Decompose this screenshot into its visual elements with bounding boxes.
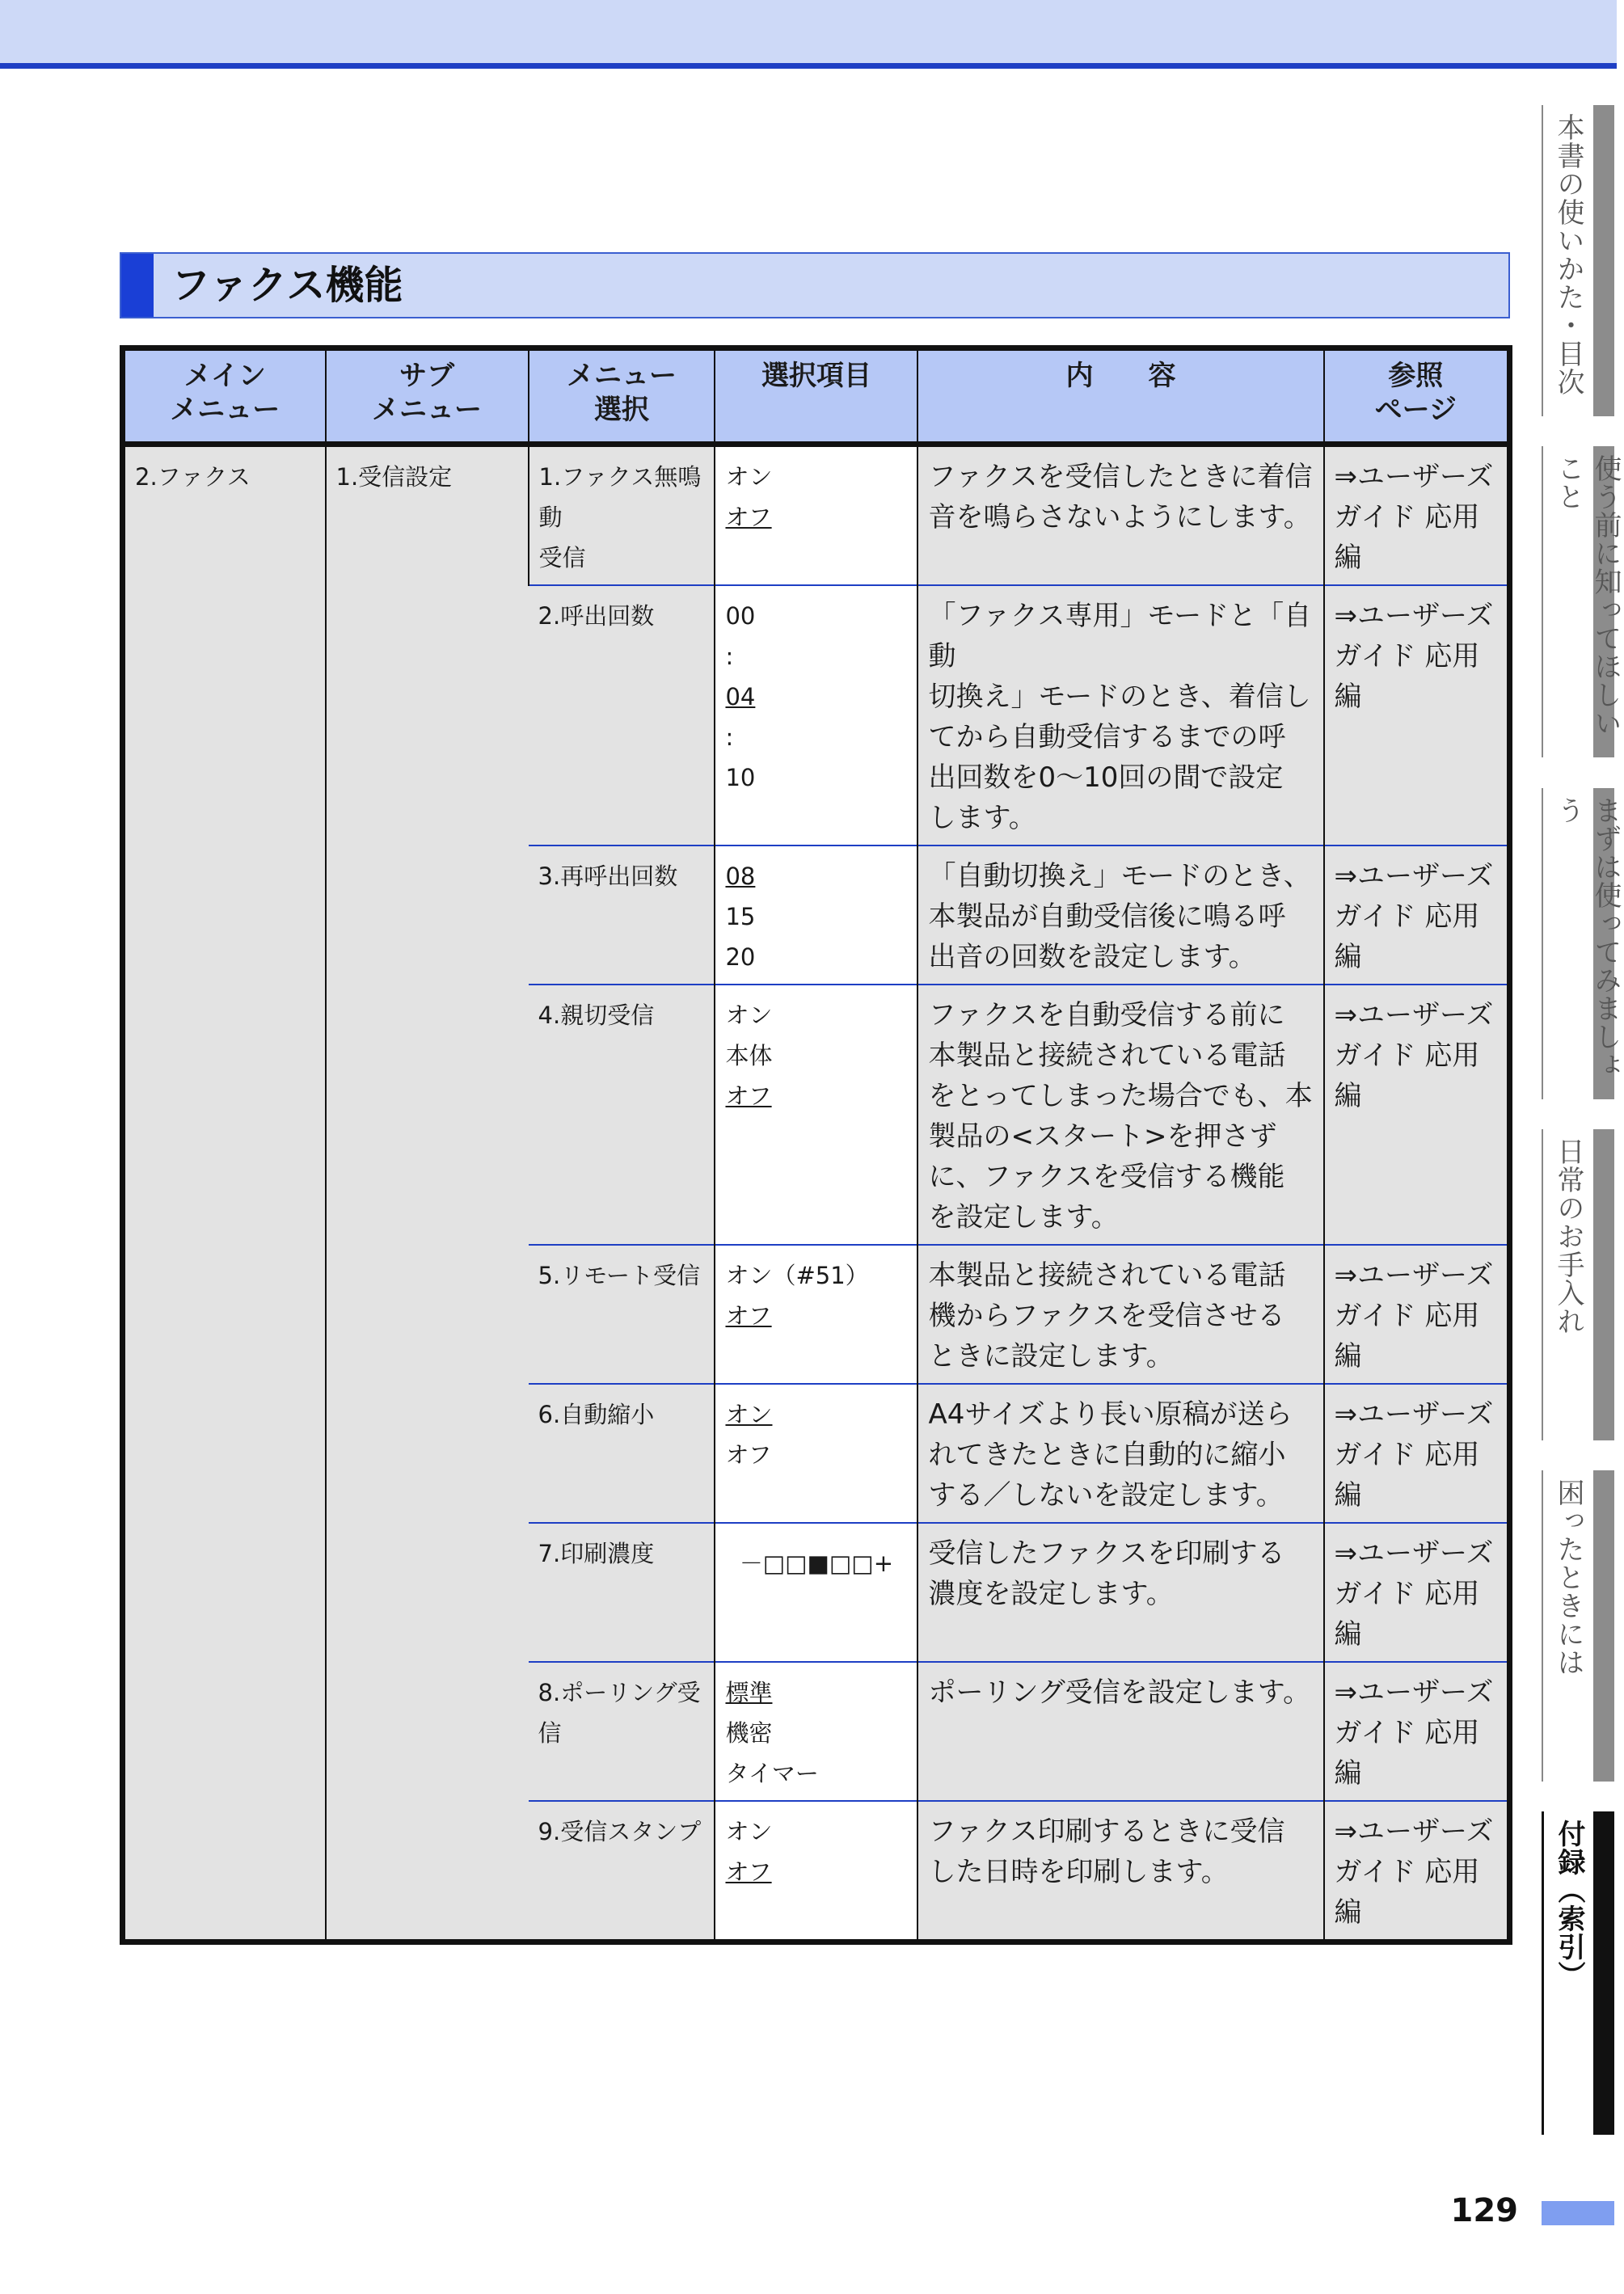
option-item: 00 bbox=[725, 602, 756, 630]
side-tab-label: 日常のお手入れ bbox=[1552, 1137, 1584, 1335]
side-tab[interactable] bbox=[1542, 105, 1614, 416]
sub-menu-cell: 1.受信設定 bbox=[326, 445, 529, 1942]
reference-line: ガイド 応用編 bbox=[1334, 1039, 1480, 1112]
options-cell bbox=[715, 1801, 917, 1942]
fax-menu-table bbox=[120, 345, 1512, 1945]
section-heading bbox=[120, 252, 1510, 318]
content-line: に、ファクスを受信する機能 bbox=[928, 1161, 1285, 1193]
menu-select-line: 9.受信スタンプ bbox=[538, 1818, 702, 1845]
menu-select-cell bbox=[529, 585, 715, 845]
content-line: 機からファクスを受信させる bbox=[928, 1300, 1285, 1332]
option-default: 標準 bbox=[725, 1679, 773, 1706]
reference-line: ガイド 応用編 bbox=[1334, 1856, 1480, 1929]
content-line: 「ファクス専用」モードと「自動 bbox=[928, 600, 1312, 673]
menu-select-line: 8.ポーリング受信 bbox=[538, 1679, 701, 1747]
content-line: します。 bbox=[928, 802, 1036, 834]
side-tab[interactable] bbox=[1542, 446, 1622, 757]
header-main-menu: メイン メニュー bbox=[123, 348, 326, 445]
menu-select-line: 2.呼出回数 bbox=[538, 602, 655, 630]
side-tab-strip bbox=[1593, 1129, 1614, 1440]
reference-line: ⇒ユーザーズ bbox=[1334, 1398, 1494, 1431]
content-line: 「自動切換え」モードのとき、 bbox=[928, 860, 1311, 892]
content-line: した日時を印刷します。 bbox=[928, 1856, 1229, 1888]
density-scale: －□□■□□+ bbox=[739, 1550, 894, 1577]
menu-select-cell bbox=[529, 1245, 715, 1384]
content-line: てから自動受信するまでの呼 bbox=[928, 721, 1286, 753]
reference-line: ガイド 応用編 bbox=[1334, 1717, 1480, 1790]
options-cell bbox=[715, 985, 917, 1245]
option-default: オン bbox=[725, 1401, 773, 1428]
option-default: オフ bbox=[725, 1302, 772, 1330]
content-line: ファクス印刷するときに受信 bbox=[928, 1815, 1285, 1848]
option-default: 04 bbox=[725, 683, 756, 711]
menu-select-line: 5.リモート受信 bbox=[538, 1262, 701, 1289]
side-tab-label: 使う前に知ってほしいこと bbox=[1552, 454, 1622, 737]
header-options: 選択項目 bbox=[715, 348, 917, 445]
content-line: 音を鳴らさないようにします。 bbox=[928, 501, 1311, 533]
content-line: 受信したファクスを印刷する bbox=[928, 1537, 1285, 1570]
options-cell bbox=[715, 1523, 917, 1662]
menu-select-line: 受信 bbox=[538, 544, 586, 571]
content-line: 出音の回数を設定します。 bbox=[928, 941, 1256, 973]
reference-cell bbox=[1324, 585, 1510, 845]
option-item: 機密 bbox=[725, 1719, 773, 1747]
reference-line: ⇒ユーザーズ bbox=[1334, 461, 1494, 493]
content-cell bbox=[917, 845, 1323, 985]
option-item: 10 bbox=[725, 764, 756, 791]
content-line: 出回数を0～10回の間で設定 bbox=[928, 761, 1284, 794]
content-line: ときに設定します。 bbox=[928, 1340, 1174, 1373]
side-tab-strip bbox=[1593, 105, 1614, 416]
content-line: ファクスを受信したときに着信 bbox=[928, 461, 1313, 493]
content-cell bbox=[917, 1523, 1323, 1662]
side-tab[interactable] bbox=[1542, 1129, 1614, 1440]
reference-line: ⇒ユーザーズ bbox=[1334, 1815, 1494, 1848]
menu-select-line: 4.親切受信 bbox=[538, 1002, 655, 1029]
menu-select-cell bbox=[529, 845, 715, 985]
menu-select-line: 6.自動縮小 bbox=[538, 1401, 655, 1428]
option-item: オン（#51） bbox=[725, 1262, 869, 1289]
side-tab[interactable] bbox=[1542, 788, 1622, 1099]
content-cell bbox=[917, 1662, 1323, 1801]
top-header-rule bbox=[0, 63, 1617, 69]
content-line: 本製品と接続されている電話 bbox=[928, 1259, 1286, 1292]
header-menu-select: メニュー 選択 bbox=[529, 348, 715, 445]
content-cell bbox=[917, 585, 1323, 845]
header-content: 内 容 bbox=[917, 348, 1323, 445]
option-item: 本体 bbox=[725, 1042, 773, 1069]
reference-line: ⇒ユーザーズ bbox=[1334, 1259, 1494, 1292]
menu-select-cell bbox=[529, 1384, 715, 1523]
reference-line: ガイド 応用編 bbox=[1334, 501, 1480, 574]
content-line: 本製品と接続されている電話 bbox=[928, 1039, 1286, 1072]
side-tab-label: 本書の使いかた・目次 bbox=[1552, 113, 1584, 396]
menu-select-line: 7.印刷濃度 bbox=[538, 1540, 655, 1567]
reference-line: ⇒ユーザーズ bbox=[1334, 999, 1494, 1031]
page-number: 129 bbox=[1450, 2192, 1518, 2229]
option-item: オン bbox=[725, 1818, 773, 1845]
reference-cell bbox=[1324, 1662, 1510, 1801]
content-cell bbox=[917, 1801, 1323, 1942]
content-cell bbox=[917, 445, 1323, 586]
option-item: 15 bbox=[725, 903, 756, 930]
menu-select-cell bbox=[529, 445, 715, 586]
reference-line: ガイド 応用編 bbox=[1334, 1578, 1480, 1651]
menu-select-cell bbox=[529, 1662, 715, 1801]
content-cell bbox=[917, 985, 1323, 1245]
content-line: 本製品が自動受信後に鳴る呼 bbox=[928, 900, 1286, 933]
option-default: 08 bbox=[725, 862, 756, 890]
side-tab[interactable] bbox=[1542, 1470, 1614, 1782]
heading-accent-bar bbox=[121, 254, 154, 317]
top-header-band bbox=[0, 0, 1617, 63]
reference-cell bbox=[1324, 1245, 1510, 1384]
content-line: れてきたときに自動的に縮小 bbox=[928, 1439, 1286, 1471]
option-item: : bbox=[725, 643, 734, 670]
option-item: オン bbox=[725, 1002, 773, 1029]
reference-line: ⇒ユーザーズ bbox=[1334, 600, 1494, 632]
option-item: タイマー bbox=[725, 1760, 819, 1787]
menu-select-cell bbox=[529, 1523, 715, 1662]
side-tab-label: 付録（索引） bbox=[1553, 1820, 1585, 1989]
options-cell bbox=[715, 585, 917, 845]
reference-line: ⇒ユーザーズ bbox=[1334, 860, 1494, 892]
reference-cell bbox=[1324, 985, 1510, 1245]
reference-line: ガイド 応用編 bbox=[1334, 1300, 1480, 1373]
option-item: 20 bbox=[725, 943, 756, 971]
side-tab[interactable] bbox=[1542, 1811, 1614, 2135]
option-default: オフ bbox=[725, 504, 772, 531]
content-line: A4サイズより長い原稿が送ら bbox=[928, 1398, 1293, 1431]
options-cell bbox=[715, 1245, 917, 1384]
main-menu-cell: 2.ファクス bbox=[123, 445, 326, 1942]
side-tab-strip bbox=[1593, 1470, 1614, 1782]
reference-cell bbox=[1324, 1523, 1510, 1662]
header-sub-menu: サブ メニュー bbox=[326, 348, 529, 445]
menu-select-cell bbox=[529, 1801, 715, 1942]
reference-cell bbox=[1324, 845, 1510, 985]
content-line: を設定します。 bbox=[928, 1201, 1119, 1233]
table-row bbox=[123, 445, 1510, 586]
content-cell bbox=[917, 1384, 1323, 1523]
option-item: オフ bbox=[725, 1441, 772, 1469]
options-cell bbox=[715, 1662, 917, 1801]
option-default: オフ bbox=[725, 1082, 772, 1110]
reference-cell bbox=[1324, 1384, 1510, 1523]
content-line: する／しないを設定します。 bbox=[928, 1479, 1284, 1512]
content-cell bbox=[917, 1245, 1323, 1384]
table-header-row bbox=[123, 348, 1510, 445]
side-tab-label: まずは使ってみましょう bbox=[1552, 796, 1622, 1079]
option-item: : bbox=[725, 723, 734, 751]
option-default: オフ bbox=[725, 1858, 772, 1886]
options-cell bbox=[715, 445, 917, 586]
section-title: ファクス機能 bbox=[171, 263, 403, 308]
content-line: ポーリング受信を設定します。 bbox=[928, 1676, 1311, 1709]
reference-line: ⇒ユーザーズ bbox=[1334, 1537, 1494, 1570]
reference-line: ガイド 応用編 bbox=[1334, 900, 1480, 973]
content-line: 濃度を設定します。 bbox=[928, 1578, 1174, 1610]
menu-select-cell bbox=[529, 985, 715, 1245]
reference-line: ⇒ユーザーズ bbox=[1334, 1676, 1494, 1709]
menu-select-line: 3.再呼出回数 bbox=[538, 862, 678, 890]
side-tab-strip bbox=[1593, 1811, 1614, 2135]
content-line: 切換え」モードのとき、着信し bbox=[928, 681, 1311, 713]
options-cell bbox=[715, 845, 917, 985]
reference-line: ガイド 応用編 bbox=[1334, 640, 1480, 713]
reference-cell bbox=[1324, 1801, 1510, 1942]
menu-select-line: 1.ファクス無鳴動 bbox=[538, 463, 702, 531]
page-number-marker bbox=[1542, 2201, 1614, 2225]
options-cell bbox=[715, 1384, 917, 1523]
table-body bbox=[123, 445, 1510, 1942]
option-item: オン bbox=[725, 463, 773, 491]
reference-line: ガイド 応用編 bbox=[1334, 1439, 1480, 1512]
content-line: 製品の<スタート>を押さず bbox=[928, 1120, 1277, 1153]
header-reference: 参照 ページ bbox=[1324, 348, 1510, 445]
side-tab-label: 困ったときには bbox=[1552, 1478, 1584, 1676]
content-line: ファクスを自動受信する前に bbox=[928, 999, 1285, 1031]
reference-cell bbox=[1324, 445, 1510, 586]
content-line: をとってしまった場合でも、本 bbox=[928, 1080, 1313, 1112]
